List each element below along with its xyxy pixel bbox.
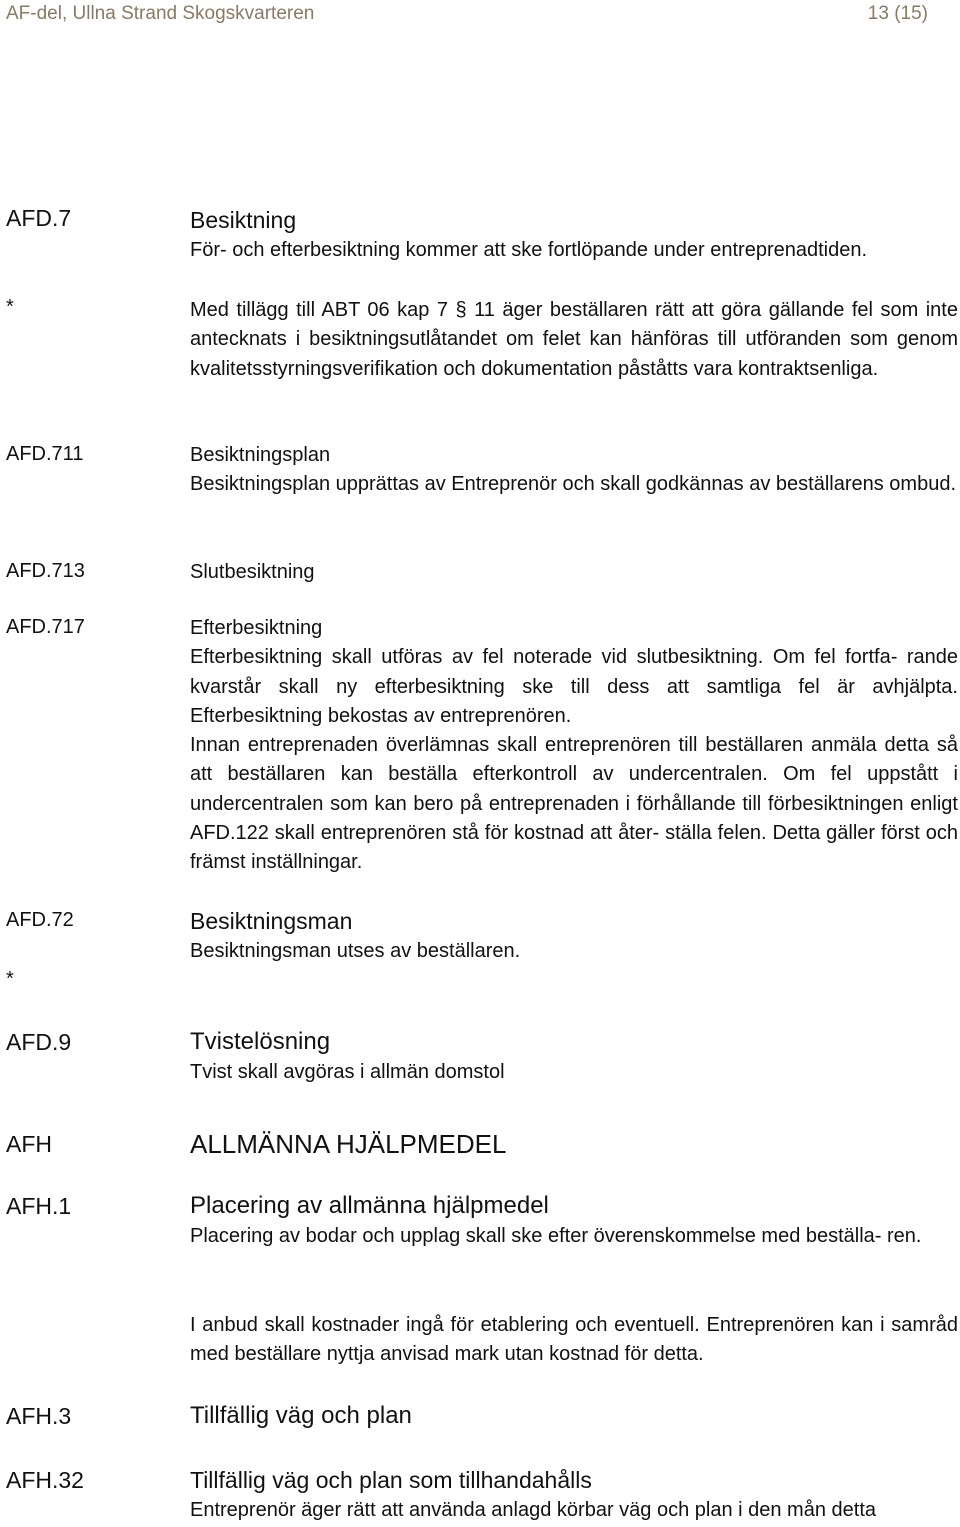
section-besiktning	[190, 205, 958, 265]
code-afd7: AFD.7	[6, 205, 72, 231]
section-efterbesiktning	[190, 614, 958, 878]
code-afh1: AFH.1	[6, 1193, 72, 1219]
section-tillfallig-tillhandahalls	[190, 1465, 958, 1525]
paragraph: För- och efterbesiktning kommer att ske fortlöpande under entreprenadtiden.	[190, 239, 868, 261]
section-besiktningsplan	[190, 441, 958, 500]
section-heading: Besiktningsman	[190, 908, 353, 934]
section-besiktningsman	[190, 906, 958, 966]
section-heading: Besiktning	[190, 207, 297, 233]
section-placering-cost	[190, 1311, 958, 1370]
section-slutbesiktning	[190, 558, 958, 587]
code-afd9: AFD.9	[6, 1029, 72, 1055]
code-afh3: AFH.3	[6, 1403, 72, 1429]
section-tvist	[190, 1026, 958, 1087]
section-placering	[190, 1190, 958, 1251]
section-tillfallig	[190, 1400, 958, 1432]
paragraph: Med tillägg till ABT 06 kap 7 § 11 äger beställaren rätt att göra gällande fel som inte antecknats i besiktningsutlåtandet om felet kan hänföras till utföranden som genom kvalitetsstyrningsverifikation och dokumentation påståtts vara kontraktsenliga.	[190, 299, 958, 380]
section-heading: ALLMÄNNA HJÄLPMEDEL	[190, 1129, 507, 1159]
paragraph: Placering av bodar och upplag skall ske efter överenskommelse med beställa- ren.	[190, 1225, 922, 1247]
change-marker: *	[6, 968, 14, 990]
paragraph: Besiktningsplan upprättas av Entreprenör och skall godkännas av beställarens ombud.	[190, 473, 957, 496]
paragraph: Entreprenör äger rätt att använda anlagd körbar väg och plan i den mån detta	[190, 1499, 877, 1521]
section-heading: Tillfällig väg och plan som tillhandahålls	[190, 1467, 592, 1493]
code-afd713: AFD.713	[6, 560, 85, 582]
section-tillagg	[190, 296, 958, 384]
document-title: AF-del, Ullna Strand Skogskvarteren	[6, 3, 315, 24]
paragraph: Tvist skall avgöras i allmän domstol	[190, 1061, 505, 1083]
paragraph: Efterbesiktning skall utföras av fel noterade vid slutbesiktning. Om fel fortfa- rande kvarstår skall ny efterbesiktning ske till dess att samtliga fel är avhjälpta. Efterbesiktning bekostas av entreprenören.	[190, 646, 958, 727]
page-number: 13 (15)	[867, 3, 928, 24]
section-heading: Efterbesiktning	[190, 617, 323, 639]
code-afd717: AFD.717	[6, 616, 85, 638]
code-afh32: AFH.32	[6, 1467, 84, 1493]
section-allmanna	[190, 1127, 958, 1161]
section-heading: Tillfällig väg och plan	[190, 1402, 412, 1429]
section-heading: Besiktningsplan	[190, 444, 331, 466]
section-heading: Slutbesiktning	[190, 561, 315, 583]
code-afd72: AFD.72	[6, 909, 74, 931]
code-afd711: AFD.711	[6, 443, 84, 465]
paragraph: I anbud skall kostnader ingå för etablering och eventuell. Entreprenören kan i samråd med beställare nyttja anvisad mark utan kostnad för detta.	[190, 1314, 958, 1366]
change-marker: *	[6, 296, 14, 318]
section-heading: Placering av allmänna hjälpmedel	[190, 1192, 549, 1219]
paragraph: Besiktningsman utses av beställaren.	[190, 940, 521, 962]
code-afh: AFH	[6, 1131, 52, 1157]
section-heading: Tvistelösning	[190, 1028, 331, 1055]
paragraph: Innan entreprenaden överlämnas skall entreprenören till beställaren anmäla detta så att beställaren kan beställa efterkontroll av undercentralen. Om fel uppstått i undercentralen som kan bero på entreprenaden i förhållande till förbesiktningen enligt AFD.122 skall entreprenören stå för kostnad att åter- ställa felen. Detta gäller först och främst inställningar.	[190, 734, 958, 874]
